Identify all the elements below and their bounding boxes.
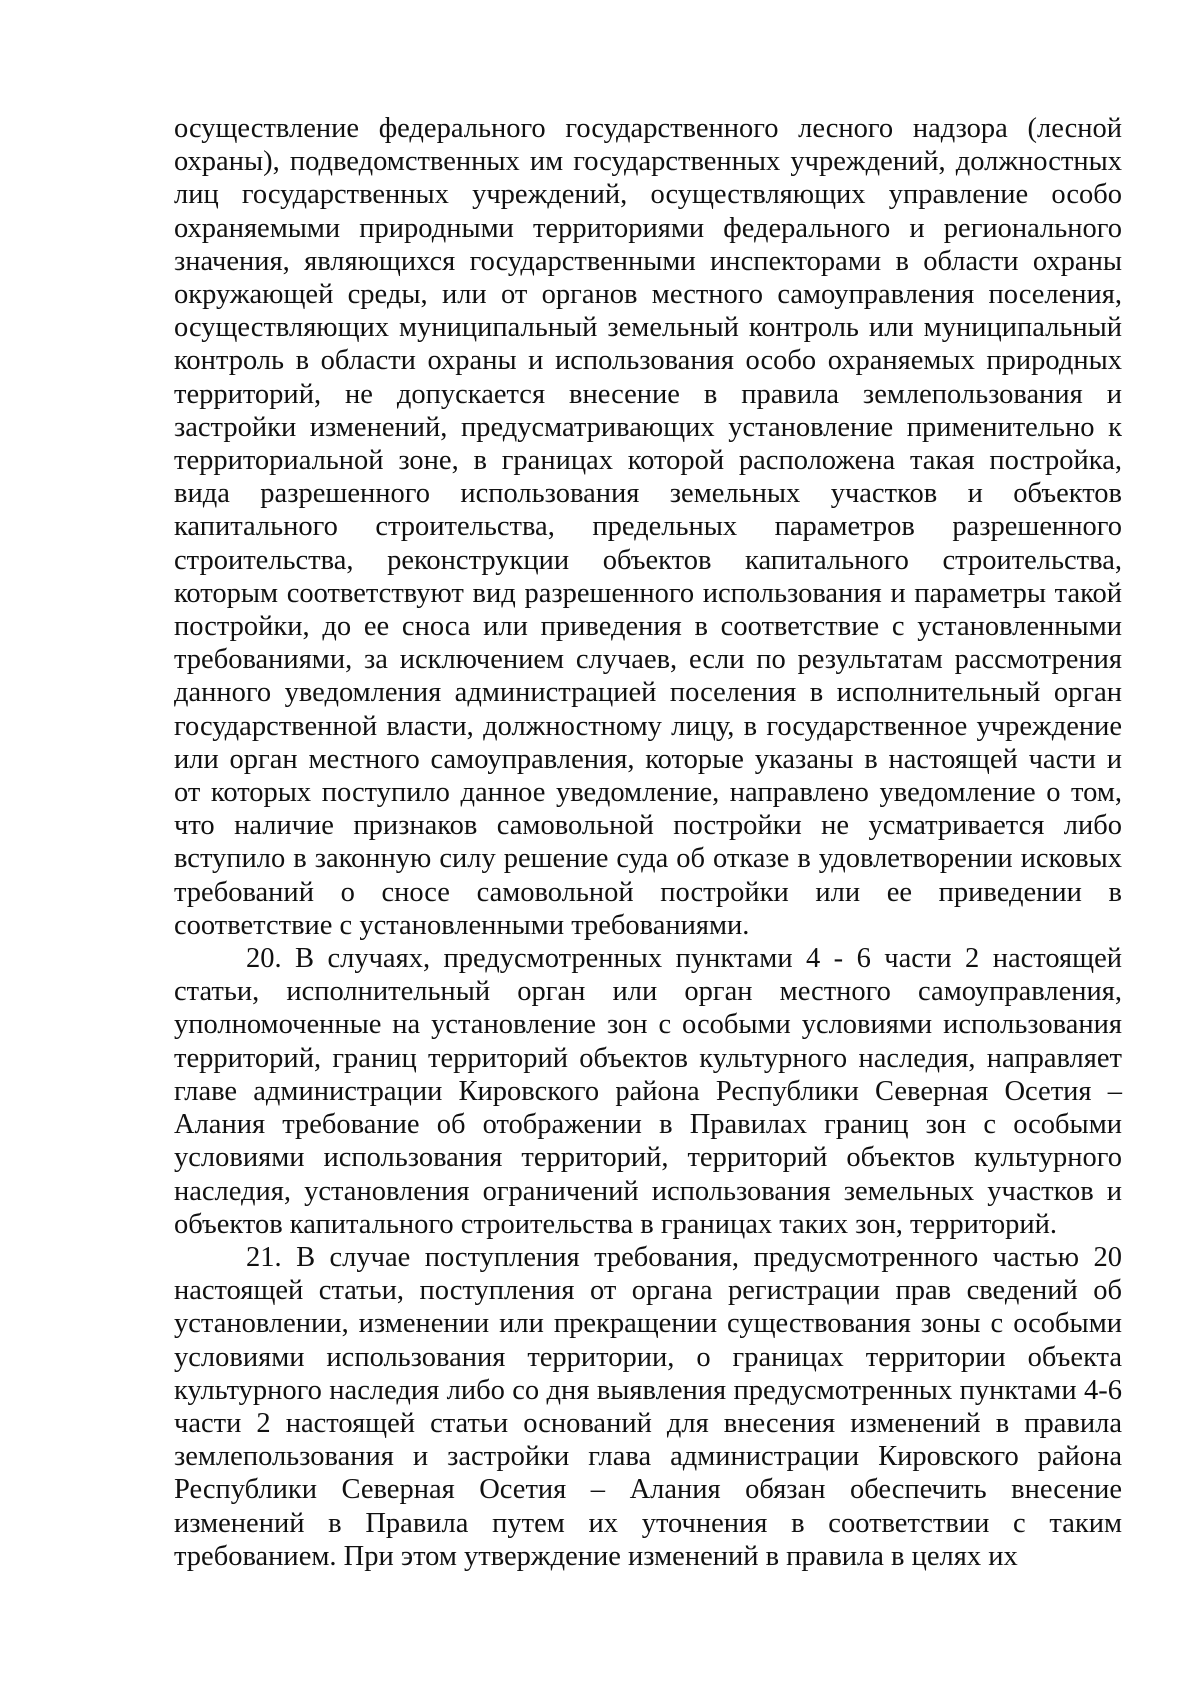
paragraph-continuation: осуществление федерального государственного лесного надзора (лесной охраны), подведомственных им государственных учреждений, должностных лиц государственных учреждений, осуществляющих управление особо охраняемыми природными территориями федерального и регионального значения, являющихся государственными инспекторами в области охраны окружающей среды, или от органов местного самоуправления поселения, осуществляющих муниципальный земельный контроль или муниципальный контроль в области охраны и использования особо охраняемых природных территорий, не допускается внесение в правила землепользования и застройки изменений, предусматривающих установление применительно к территориальной зоне, в границах которой расположена такая постройка, вида разрешенного использования земельных участков и объектов капитального строительства, предельных параметров разрешенного строительства, реконструкции объектов капитального строительства, которым соответствуют вид разрешенного использования и параметры такой постройки, до ее сноса или приведения в соответствие с установленными требованиями, за исключением случаев, если по результатам рассмотрения данного уведомления администрацией поселения в исполнительный орган государственной власти, должностному лицу, в государственное учреждение или орган местного самоуправления, которые указаны в настоящей части и от которых поступило данное уведомление, направлено уведомление о том, что наличие признаков самовольной постройки не усматривается либо вступило в законную силу решение суда об отказе в удовлетворении исковых требований о сносе самовольной постройки или ее приведении в соответствие с установленными требованиями. [174, 113, 1122, 941]
paragraph-item-21: 21. В случае поступления требования, предусмотренного частью 20 настоящей статьи, поступления от органа регистрации прав сведений об установлении, изменении или прекращении существования зоны с особыми условиями использования территории, о границах территории объекта культурного наследия либо со дня выявления предусмотренных пунктами 4-6 части 2 настоящей статьи оснований для внесения изменений в правила землепользования и застройки глава администрации Кировского района Республики Северная Осетия – Алания обязан обеспечить внесение изменений в Правила путем их уточнения в соответствии с таким требованием. При этом утверждение изменений в правила в целях их [174, 1241, 1122, 1572]
document-page [174, 112, 1122, 1573]
paragraph-item-20: 20. В случаях, предусмотренных пунктами 4 - 6 части 2 настоящей статьи, исполнительный орган или орган местного самоуправления, уполномоченные на установление зон с особыми условиями использования территорий, границ территорий объектов культурного наследия, направляет главе администрации Кировского района Республики Северная Осетия – Алания требование об отображении в Правилах границ зон с особыми условиями использования территорий, территорий объектов культурного наследия, установления ограничений использования земельных участков и объектов капитального строительства в границах таких зон, территорий. [174, 943, 1122, 1240]
